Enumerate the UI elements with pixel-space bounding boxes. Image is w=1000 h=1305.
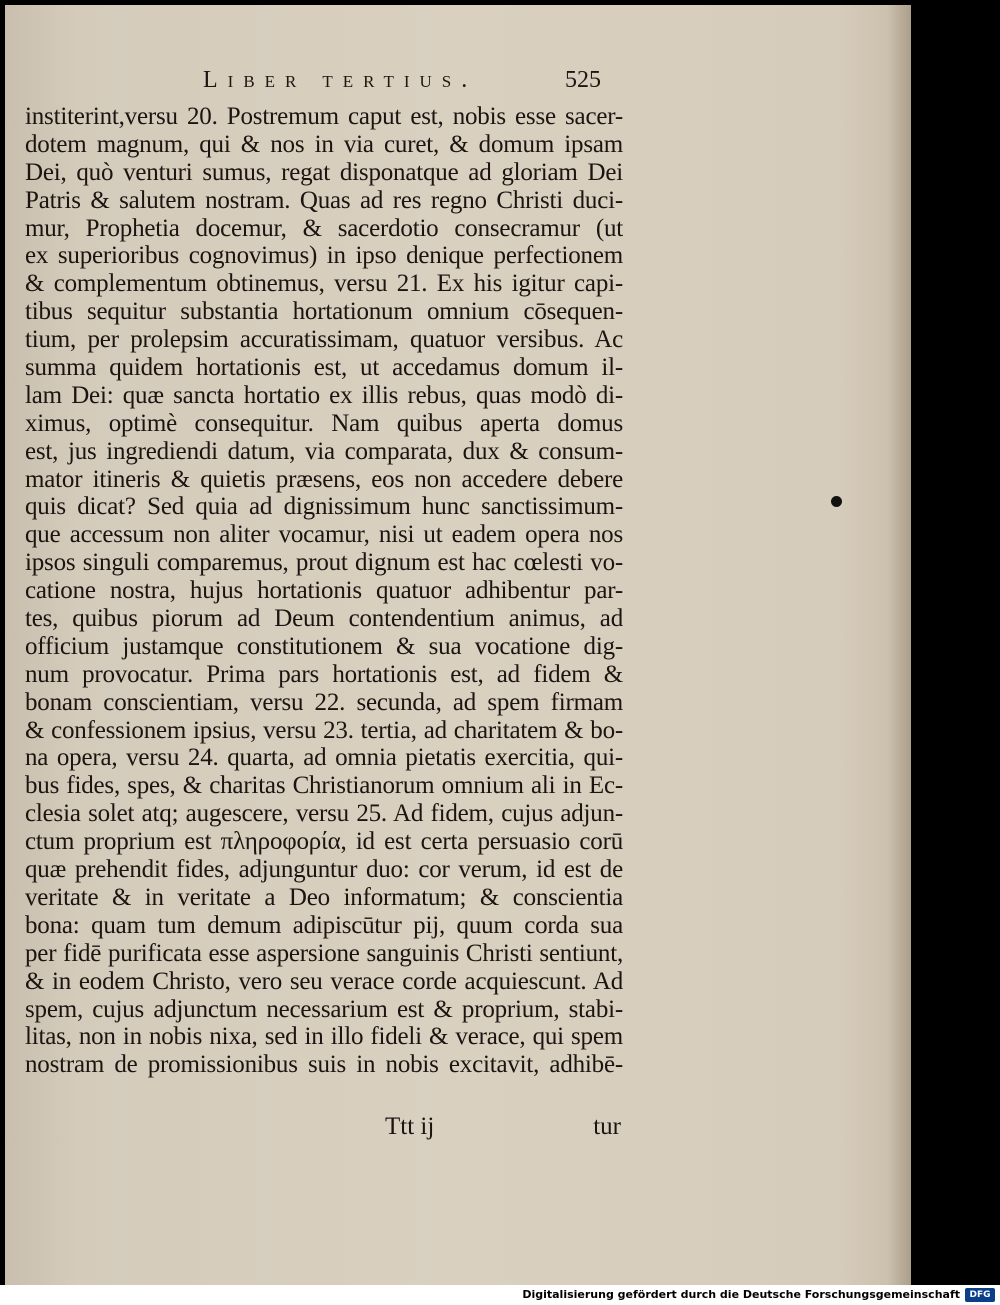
text-line: est, jus ingrediendi datum, via comparata, dux & consum- xyxy=(25,437,623,465)
text-line: tibus sequitur substantia hortationum omnium cōsequen- xyxy=(25,298,623,326)
text-line: tium, per prolepsim accuratissimam, quatuor versibus. Ac xyxy=(25,326,623,354)
text-line: mator itineris & quietis præsens, eos non accedere debere xyxy=(25,465,623,493)
signature-mark: Ttt ij xyxy=(385,1113,435,1140)
page-header xyxy=(5,67,911,101)
text-line: bonam conscientiam, versu 22. secunda, ad spem firmam xyxy=(25,688,623,716)
page-footer-line xyxy=(385,1113,621,1143)
text-line: bona: quam tum demum adipiscūtur pij, quum corda sua xyxy=(25,911,623,939)
text-line: & confessionem ipsius, versu 23. tertia, ad charitatem & bo- xyxy=(25,716,623,744)
digitization-footer xyxy=(0,1285,1000,1305)
dfg-logo: DFG xyxy=(965,1288,995,1302)
text-line: quis dicat? Sed quia ad dignissimum hunc sanctissimum- xyxy=(25,493,623,521)
book-page xyxy=(5,5,911,1285)
text-line: ctum proprium est πληροφορία, id est certa persuasio corū xyxy=(25,828,623,856)
text-line: veritate & in veritate a Deo informatum; & conscientia xyxy=(25,883,623,911)
text-line: spem, cujus adjunctum necessarium est & proprium, stabi- xyxy=(25,995,623,1023)
text-line: na opera, versu 24. quarta, ad omnia pietatis exercitia, qui- xyxy=(25,744,623,772)
text-line: & in eodem Christo, vero seu verace corde acquiescunt. Ad xyxy=(25,967,623,995)
text-line: lam Dei: quæ sancta hortatio ex illis rebus, quas modò di- xyxy=(25,381,623,409)
text-line: dotem magnum, qui & nos in via curet, & domum ipsam xyxy=(25,130,623,158)
body-text xyxy=(25,103,623,1079)
text-line: catione nostra, hujus hortationis quatuor adhibentur par- xyxy=(25,577,623,605)
text-line: ipsos singuli comparemus, prout dignum est hac cœlesti vo- xyxy=(25,549,623,577)
text-line: mur, Prophetia docemur, & sacerdotio consecramur (ut xyxy=(25,214,623,242)
text-line: institerint,versu 20. Postremum caput est, nobis esse sacer- xyxy=(25,103,623,130)
text-line: quæ prehendit fides, adjunguntur duo: cor verum, id est de xyxy=(25,856,623,884)
text-line: bus fides, spes, & charitas Christianorum omnium ali in Ec- xyxy=(25,772,623,800)
text-line: num provocatur. Prima pars hortationis est, ad fidem & xyxy=(25,660,623,688)
text-line: litas, non in nobis nixa, sed in illo fideli & verace, qui spem xyxy=(25,1023,623,1051)
page-number: 525 xyxy=(565,67,601,93)
running-head: Liber tertius. xyxy=(203,67,478,93)
text-line: nostram de promissionibus suis in nobis excitavit, adhibē- xyxy=(25,1051,623,1079)
funding-credit: Digitalisierung gefördert durch die Deutsche Forschungsgemeinschaft xyxy=(522,1288,960,1301)
text-line: que accessum non aliter vocamur, nisi ut eadem opera nos xyxy=(25,521,623,549)
text-line: summa quidem hortationis est, ut accedamus domum il- xyxy=(25,354,623,382)
text-line: ex superioribus cognovimus) in ipso denique perfectionem xyxy=(25,242,623,270)
text-line: ximus, optimè consequitur. Nam quibus aperta domus xyxy=(25,409,623,437)
text-line: per fidē purificata esse aspersione sanguinis Christi sentiunt, xyxy=(25,939,623,967)
catchword: tur xyxy=(593,1113,621,1140)
text-line: officium justamque constitutionem & sua vocatione dig- xyxy=(25,632,623,660)
text-line: Patris & salutem nostram. Quas ad res regno Christi duci- xyxy=(25,186,623,214)
text-line: & complementum obtinemus, versu 21. Ex his igitur capi- xyxy=(25,270,623,298)
ink-spot xyxy=(831,496,842,507)
text-line: clesia solet atq; augescere, versu 25. Ad fidem, cujus adjun- xyxy=(25,800,623,828)
text-line: Dei, quò venturi sumus, regat disponatque ad gloriam Dei xyxy=(25,158,623,186)
text-line: tes, quibus piorum ad Deum contendentium animus, ad xyxy=(25,605,623,633)
